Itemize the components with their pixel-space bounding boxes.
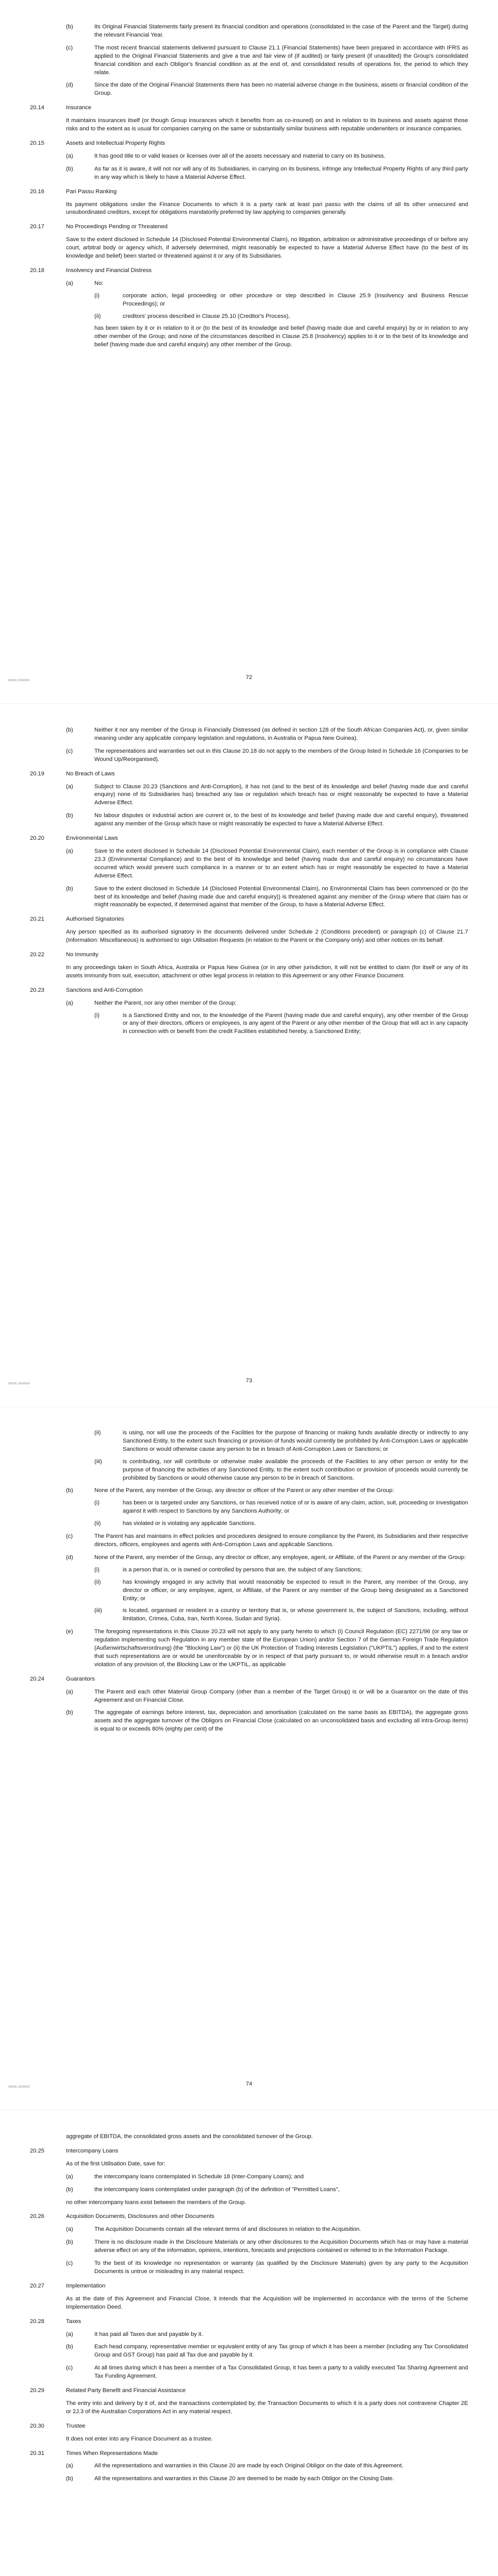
section-number: 20.28 bbox=[30, 2318, 44, 2325]
item-text: None of the Parent, any member of the Group, any director or officer, any employee, agent, or Affiliate, of the Parent or any member of the Group: bbox=[94, 1554, 466, 1561]
section-heading bbox=[30, 2147, 468, 2156]
section-title: Assets and Intellectual Property Rights bbox=[66, 140, 165, 146]
document-page bbox=[0, 0, 498, 703]
page-break bbox=[0, 1406, 498, 1407]
section-heading bbox=[30, 2422, 468, 2431]
list-item bbox=[66, 748, 468, 764]
list-item bbox=[66, 280, 468, 288]
section-title: Insolvency and Financial Distress bbox=[66, 267, 152, 274]
section-title: Taxes bbox=[66, 2318, 81, 2325]
section-title: Guarantors bbox=[66, 1675, 95, 1682]
item-text: Its Original Financial Statements fairly present its financial condition and operations (consolidated in the case of the Parent and the Target) during the relevant Financial Year. bbox=[94, 24, 468, 38]
paragraph: has been taken by it or in relation to it or (to the best of its knowledge and belief (having made due and careful enquiry) by or in relation to any other member of the Group; and none of the circumstances described in Clause 25.8 (Insolvency) applies to it or to the best of its knowledge and belief (having made due and careful enquiry) any other member of the Group. bbox=[94, 325, 468, 348]
section-number: 20.17 bbox=[30, 224, 44, 230]
item-label: (a) bbox=[66, 1688, 73, 1695]
section-heading bbox=[30, 951, 468, 959]
section-number: 20.21 bbox=[30, 916, 44, 923]
item-label: (d) bbox=[66, 82, 73, 89]
section-title: No Breach of Laws bbox=[66, 770, 115, 777]
item-label: (iii) bbox=[94, 1458, 102, 1465]
item-text: Each head company, representative member or equivalent entity of any Tax group of which it has been a member (including any Tax Consolidated Group and GST Group) has paid all Tax due and payable by it. bbox=[94, 2344, 468, 2359]
paragraph: aggregate of EBITDA, the consolidated gross assets and the consolidated turnover of the Group. bbox=[66, 2133, 313, 2140]
section-number: 20.24 bbox=[30, 1675, 44, 1682]
section-number: 20.16 bbox=[30, 188, 44, 195]
list-item bbox=[66, 2239, 468, 2255]
item-text: As far as it is aware, it will not nor will any of its Subsidiaries, in carrying on its business, infringe any Intellectual Property Rights of any third party in any way which is likely to have a Material Adverse Effect. bbox=[94, 165, 468, 180]
section-number: 20.22 bbox=[30, 952, 44, 958]
sub-list-item bbox=[94, 1566, 468, 1574]
item-label: (b) bbox=[66, 1487, 73, 1494]
item-label: (i) bbox=[94, 1566, 99, 1573]
item-text: Save to the extent disclosed in Schedule 14 (Disclosed Potential Environmental Claim), no Environmental Claim has been commenced or (to the best of its knowledge and belief (having made due and careful enquiry)) is threatened against any member of the Group where that claim has or might reasonably be expected, if determined against that member of the Group, to have a Material Adverse Effect. bbox=[94, 885, 468, 908]
item-label: (a) bbox=[66, 2463, 73, 2469]
list-item bbox=[66, 812, 468, 828]
item-text: has been or is targeted under any Sanctions, or has received notice of or is aware of any claim, action, suit, proceeding or investigation against it with respect to Sanctions by any Sanctions Authority; or bbox=[123, 1500, 468, 1515]
section-heading bbox=[30, 770, 468, 778]
item-text: At all times during which it has been a member of a Tax Consolidated Group, it has been a party to a validly executed Tax Sharing Agreement and Tax Funding Agreement. bbox=[94, 2365, 468, 2380]
sub-list-item bbox=[94, 1520, 468, 1528]
item-label: (i) bbox=[94, 1500, 99, 1506]
item-label: (b) bbox=[66, 2186, 73, 2193]
list-item bbox=[66, 44, 468, 77]
item-label: (b) bbox=[66, 2239, 73, 2246]
item-text: the intercompany loans contemplated in Schedule 18 (Inter-Company Loans); and bbox=[94, 2173, 304, 2180]
document-page bbox=[0, 2110, 498, 2576]
section-title: Trustee bbox=[66, 2422, 86, 2429]
item-text: corporate action, legal proceeding or other procedure or step described in Clause 25.9 (Insolvency and Business Rescue Proceedings); or bbox=[123, 292, 468, 307]
page-break bbox=[0, 703, 498, 704]
list-item bbox=[66, 2364, 468, 2381]
section-title: Sanctions and Anti-Corruption bbox=[66, 987, 143, 993]
item-text: creditors' process described in Clause 25.10 (Creditor's Process), bbox=[123, 313, 290, 319]
paragraph: It does not enter into any Finance Document as a trustee. bbox=[66, 2435, 213, 2442]
section-heading bbox=[30, 2387, 468, 2395]
page-content bbox=[30, 19, 468, 349]
item-label: (a) bbox=[66, 999, 73, 1006]
item-text: All the representations and warranties in this Clause 20 are made by each Original Obligor on the date of this Agreement. bbox=[94, 2463, 404, 2469]
list-item bbox=[66, 2462, 468, 2470]
sub-list-item bbox=[94, 313, 468, 321]
item-text: Save to the extent disclosed in Schedule 14 (Disclosed Potential Environmental Claim), each member of the Group is in compliance with Clause 23.3 (Environmental Compliance) and to the best of its knowledge and belief (having made due and careful enquiry) no circumstances have occurred which would prevent such compliance in a manner or to an extent which has or might reasonably be expected to have a Material Adverse Effect. bbox=[94, 848, 468, 879]
item-text: is using, nor will use the proceeds of the Facilities for the purpose of financing or making funds available directly or indirectly to any Sanctioned Entity, to the extent such financing or provision of funds would currently be prohibited by Anti-Corruption Laws or applicable Sanctions or would otherwise cause any person to be in breach of Anti-Corruption Laws or Sanctions; or bbox=[123, 1430, 468, 1452]
section-number: 20.26 bbox=[30, 2213, 44, 2220]
section-number: 20.30 bbox=[30, 2422, 44, 2429]
list-item bbox=[66, 999, 468, 1008]
item-text: The Acquisition Documents contain all the relevant terms of and disclosures in relation to the Acquisition. bbox=[94, 2226, 361, 2233]
list-item bbox=[66, 885, 468, 910]
item-text: is contributing, nor will contribute or otherwise make available the proceeds of the Facilities to any other person or entity for the purpose of financing the activities of any Sanctioned Entity, to the extent such contribution or provision of proceeds would currently be prohibited by Sanctions or would otherwise cause any person to be in breach of Sanctions. bbox=[123, 1458, 468, 1481]
section-heading bbox=[30, 140, 468, 148]
list-item bbox=[66, 2475, 468, 2483]
item-text: No: bbox=[94, 280, 104, 286]
list-item bbox=[66, 2343, 468, 2360]
item-label: (c) bbox=[66, 2365, 73, 2371]
section-number: 20.15 bbox=[30, 140, 44, 146]
list-item bbox=[66, 783, 468, 808]
item-label: (b) bbox=[66, 24, 73, 30]
item-label: (a) bbox=[66, 783, 73, 790]
item-text: The aggregate of earnings before interest, tax, depreciation and amortisation (calculated on the same basis as EBITDA), the aggregate gross assets and the aggregate turnover of the Obligors on Financial Close (calculated on an unconsolidated basis and excluding all intra-Group items) is equal to or exceeds 80% (eighty per cent) of the bbox=[94, 1709, 468, 1733]
section-heading bbox=[30, 2450, 468, 2458]
section-heading bbox=[30, 104, 468, 112]
section-heading bbox=[30, 1675, 468, 1684]
section-number: 20.20 bbox=[30, 835, 44, 842]
paragraph: As at the date of this Agreement and Financial Close, it intends that the Acquisition will be implemented in accordance with the terms of the Scheme Implementation Deed. bbox=[66, 2295, 468, 2310]
section-title: Insurance bbox=[66, 105, 92, 111]
paragraph: Any person specified as its authorised signatory in the documents delivered under Schedule 2 (Conditions precedent) or paragraph (c) of Clause 21.7 (Information: Miscellaneous) is authorised to sign Utilisation Requests (in relation to the Parent or the Company only) and other notices on its behalf. bbox=[66, 929, 468, 944]
page-number: 72 bbox=[245, 674, 253, 681]
item-label: (i) bbox=[94, 1012, 99, 1019]
item-label: (c) bbox=[66, 1533, 73, 1540]
section-title: Environmental Laws bbox=[66, 835, 118, 842]
section-heading bbox=[30, 2282, 468, 2291]
list-item bbox=[66, 1688, 468, 1705]
item-text: There is no disclosure made in the Disclosure Materials or any other disclosures to the Acquisition Documents which has or may have a material adverse effect on any of the information, opinions, intentions, forecasts and projections contained or referred to in the Information Package. bbox=[94, 2239, 468, 2254]
section-number: 20.19 bbox=[30, 770, 44, 777]
list-item bbox=[66, 848, 468, 880]
list-item bbox=[66, 1628, 468, 1669]
item-text: All the representations and warranties in this Clause 20 are deemed to be made by each Obligor on the Closing Date. bbox=[94, 2476, 394, 2482]
sub-list-item bbox=[94, 1607, 468, 1623]
document-page bbox=[0, 1406, 498, 2110]
item-text: is a person that is, or is owned or controlled by persons that are, the subject of any Sanctions; bbox=[123, 1566, 362, 1573]
item-text: It has paid all Taxes due and payable by it. bbox=[94, 2331, 203, 2337]
paragraph: It maintains insurances itself (or though Group insurances which it benefits from as co-insured) on and in relation to its business and assets against those risks and to the extent as is usual for companies carrying on the same or substantially similar business with reputable underwriters or insurance companies. bbox=[66, 117, 468, 132]
item-text: has violated or is violating any applicable Sanctions. bbox=[123, 1520, 256, 1527]
section-heading bbox=[30, 916, 468, 924]
sub-list-item bbox=[94, 1429, 468, 1454]
list-item bbox=[66, 2226, 468, 2234]
section-title: Authorised Signatories bbox=[66, 916, 124, 923]
section-heading bbox=[30, 188, 468, 196]
item-text: The Parent has and maintains in effect policies and procedures designed to ensure compliance by the Parent, its Subsidiaries and their respective directors, officers, employees and agents with Anti-Corruption Laws and applicable Sanctions. bbox=[94, 1533, 468, 1548]
section-title: No Proceedings Pending or Threatened bbox=[66, 224, 168, 230]
section-number: 20.29 bbox=[30, 2387, 44, 2394]
section-title: Implementation bbox=[66, 2282, 106, 2289]
list-item bbox=[66, 1554, 468, 1562]
item-label: (a) bbox=[66, 152, 73, 159]
list-item bbox=[66, 2186, 468, 2194]
section-heading bbox=[30, 2318, 468, 2326]
list-item bbox=[66, 165, 468, 182]
item-label: (c) bbox=[66, 2260, 73, 2267]
item-label: (c) bbox=[66, 748, 73, 754]
item-label: (a) bbox=[66, 280, 73, 286]
item-text: Subject to Clause 20.23 (Sanctions and Anti-Corruption), it has not (and to the best of its knowledge and belief (having made due and careful enquiry) none of its Subsidiaries has) breached any law or regulation which breach has or might reasonably be expected to have a Material Adverse Effect. bbox=[94, 783, 468, 806]
item-label: (ii) bbox=[94, 1579, 101, 1585]
item-text: has knowingly engaged in any activity that would reasonably be expected to result in the Parent, any member of the Group, any director or officer, or any employee, agent, or Affiliate, of the Parent or any member of the Group being designated as a Sanctioned Entity; or bbox=[123, 1579, 468, 1602]
list-item bbox=[66, 1487, 468, 1495]
item-text: No labour disputes or industrial action are current or, to the best of its knowledge and belief (having made due and careful enquiry), threatened against any member of the Group which have or might reasonably be expected to have a Material Adverse Effect. bbox=[94, 812, 468, 827]
item-label: (b) bbox=[66, 2476, 73, 2482]
sub-list-item bbox=[94, 1458, 468, 1483]
section-title: Intercompany Loans bbox=[66, 2147, 119, 2154]
paragraph: As of the first Utilisation Date, save for: bbox=[66, 2160, 165, 2167]
paragraph: The entry into and delivery by it of, and the transactions contemplated by, the Transaction Documents to which it is a party does not contravene Chapter 2E or 2J.3 of the Australian Corporations Act in any material respect. bbox=[66, 2400, 468, 2415]
section-heading bbox=[30, 267, 468, 275]
page-number: 73 bbox=[245, 1378, 253, 1384]
sub-list-item bbox=[94, 292, 468, 309]
document-page bbox=[0, 703, 498, 1406]
list-item bbox=[66, 2260, 468, 2276]
item-label: (e) bbox=[66, 1629, 73, 1635]
paragraph: Its payment obligations under the Finance Documents to which it is a party rank at least pari passu with the claims of all its other unsecured and unsubordinated creditors, except for obligations mandatorily preferred by law applying to companies generally. bbox=[66, 201, 468, 216]
item-text: Since the date of the Original Financial Statements there has been no material adverse change in the business, assets or financial condition of the Group. bbox=[94, 82, 468, 97]
section-number: 20.31 bbox=[30, 2450, 44, 2456]
section-title: Times When Representations Made bbox=[66, 2450, 158, 2456]
section-number: 20.27 bbox=[30, 2282, 44, 2289]
list-item bbox=[66, 2331, 468, 2339]
list-item bbox=[66, 2173, 468, 2181]
section-heading bbox=[30, 223, 468, 231]
item-text: The foregoing representations in this Clause 20.23 will not apply to any party hereto to which (i) Council Regulation (EC) 2271/96 (or any law or regulation implementing such Regulation in any member state of the European Union) and/or Section 7 of the German Foreign Trade Regulation (Außenwirtschaftsverordnung) (the "Blocking Law") or (ii) the UK Protection of Trading Interests Legislation ("UKPTIL") applies, if and to the extent that such representations are or would be unenforceable by or in respect of that party pursuant to, or would otherwise result in a breach and/or violation of any provision of, the Blocking Law or the UKPTIL, as applicable bbox=[94, 1629, 468, 1668]
item-label: (b) bbox=[66, 1709, 73, 1716]
item-label: (ii) bbox=[94, 313, 101, 319]
section-heading bbox=[30, 987, 468, 995]
list-item bbox=[66, 23, 468, 40]
page-footer-ref: 000000_00000000 bbox=[8, 2086, 30, 2089]
section-title: Pari Passu Ranking bbox=[66, 188, 117, 195]
item-label: (b) bbox=[66, 727, 73, 733]
item-text: The most recent financial statements delivered pursuant to Clause 21.1 (Financial Statements) have been prepared in accordance with IFRS as applied to the Original Financial Statements and give a true and fair view of (if audited) or fairly present (if unaudited) the Group's consolidated financial condition and each Obligor's financial condition as at the end of, and consolidated results of operations for, the period to which they relate. bbox=[94, 44, 468, 76]
section-title: Acquisition Documents, Disclosures and other Documents bbox=[66, 2213, 214, 2220]
item-label: (d) bbox=[66, 1554, 73, 1561]
section-number: 20.23 bbox=[30, 987, 44, 993]
sub-list-item bbox=[94, 1012, 468, 1037]
item-label: (b) bbox=[66, 165, 73, 172]
item-label: (b) bbox=[66, 812, 73, 819]
page-number: 74 bbox=[245, 2081, 253, 2087]
item-label: (a) bbox=[66, 2331, 73, 2337]
page-content bbox=[30, 1425, 468, 1734]
item-label: (b) bbox=[66, 885, 73, 892]
list-item bbox=[66, 1533, 468, 1549]
section-title: No Immunity bbox=[66, 952, 98, 958]
item-text: The representations and warranties set out in this Clause 20.18 do not apply to the members of the Group listed in Schedule 16 (Companies to be Wound Up/Reorganised). bbox=[94, 748, 468, 762]
item-label: (i) bbox=[94, 292, 99, 299]
page-content bbox=[30, 2128, 468, 2483]
item-label: (c) bbox=[66, 44, 73, 51]
list-item bbox=[66, 726, 468, 743]
sub-list-item bbox=[94, 1579, 468, 1603]
paragraph: no other intercompany loans exist between the members of the Group. bbox=[66, 2199, 246, 2206]
section-title: Related Party Benefit and Financial Assistance bbox=[66, 2387, 186, 2394]
section-heading bbox=[30, 835, 468, 843]
paragraph: In any proceedings taken in South Africa, Australia or Papua New Guinea (or in any other jurisdiction, it will not be entitled to claim (for itself or any of its assets immunity from suit, execution, attachment or other legal process in relation to this Agreement or any other Finance Document. bbox=[66, 964, 468, 979]
sub-list-item bbox=[94, 1499, 468, 1516]
item-text: the intercompany loans contemplated under paragraph (b) of the definition of "Permitted Loans", bbox=[94, 2186, 340, 2193]
section-number: 20.18 bbox=[30, 267, 44, 274]
item-label: (a) bbox=[66, 2226, 73, 2233]
list-item bbox=[66, 81, 468, 98]
page-content bbox=[30, 722, 468, 1036]
section-number: 20.14 bbox=[30, 105, 44, 111]
page-footer-ref: 000000_00000000 bbox=[8, 1382, 30, 1385]
item-label: (iii) bbox=[94, 1607, 102, 1614]
item-label: (b) bbox=[66, 2344, 73, 2350]
section-heading bbox=[30, 2213, 468, 2221]
item-text: To the best of its knowledge no representation or warranty (as qualified by the Disclosure Materials) given by any party to the Acquisition Documents is untrue or misleading in any material respect. bbox=[94, 2260, 468, 2275]
item-text: None of the Parent, any member of the Group, any director or officer of the Parent or any other member of the Group: bbox=[94, 1487, 394, 1494]
item-text: Neither it nor any member of the Group is Financially Distressed (as defined in section 128 of the South African Companies Act), or, given similar meaning under any applicable company legislation and regulations, in Australia or Papua New Guinea). bbox=[94, 727, 468, 741]
page-footer-ref: 000000_00000000 bbox=[8, 679, 30, 682]
item-text: It has good title to or valid leases or licenses over all of the assets necessary and material to carry on its business. bbox=[94, 152, 386, 159]
item-label: (ii) bbox=[94, 1430, 101, 1436]
item-text: is located, organised or resident in a country or territory that is, or whose government is, the subject of Sanctions, including, without limitation, Crimea, Cuba, Iran, North Korea, Sudan and Syria). bbox=[123, 1607, 468, 1622]
item-label: (a) bbox=[66, 848, 73, 854]
item-label: (ii) bbox=[94, 1520, 101, 1527]
section-number: 20.25 bbox=[30, 2147, 44, 2154]
item-text: Neither the Parent, nor any other member of the Group: bbox=[94, 999, 237, 1006]
list-item bbox=[66, 1709, 468, 1734]
item-text: is a Sanctioned Entity and nor, to the knowledge of the Parent (having made due and careful enquiry), any other member of the Group or any of their directors, officers or employees, is any agent of the Parent or any other member of the Group that will act in any capacity in connection with or benefit from the credit Facilities established hereby, a Sanctioned Entity; bbox=[123, 1012, 468, 1035]
list-item bbox=[66, 152, 468, 161]
item-label: (a) bbox=[66, 2173, 73, 2180]
paragraph: Save to the extent disclosed in Schedule 14 (Disclosed Potential Environmental Claim), no litigation, arbitration or administrative proceedings of or before any court, arbitral body or agency which, if adversely determined, might reasonably be expected to have a Material Adverse Effect have (to the best of its knowledge and belief) been started or threatened against it or any of its Subsidiaries. bbox=[66, 236, 468, 260]
item-text: The Parent and each other Material Group Company (other than a member of the Target Group) is or will be a Guarantor on the date of this Agreement and on Financial Close. bbox=[94, 1688, 468, 1703]
